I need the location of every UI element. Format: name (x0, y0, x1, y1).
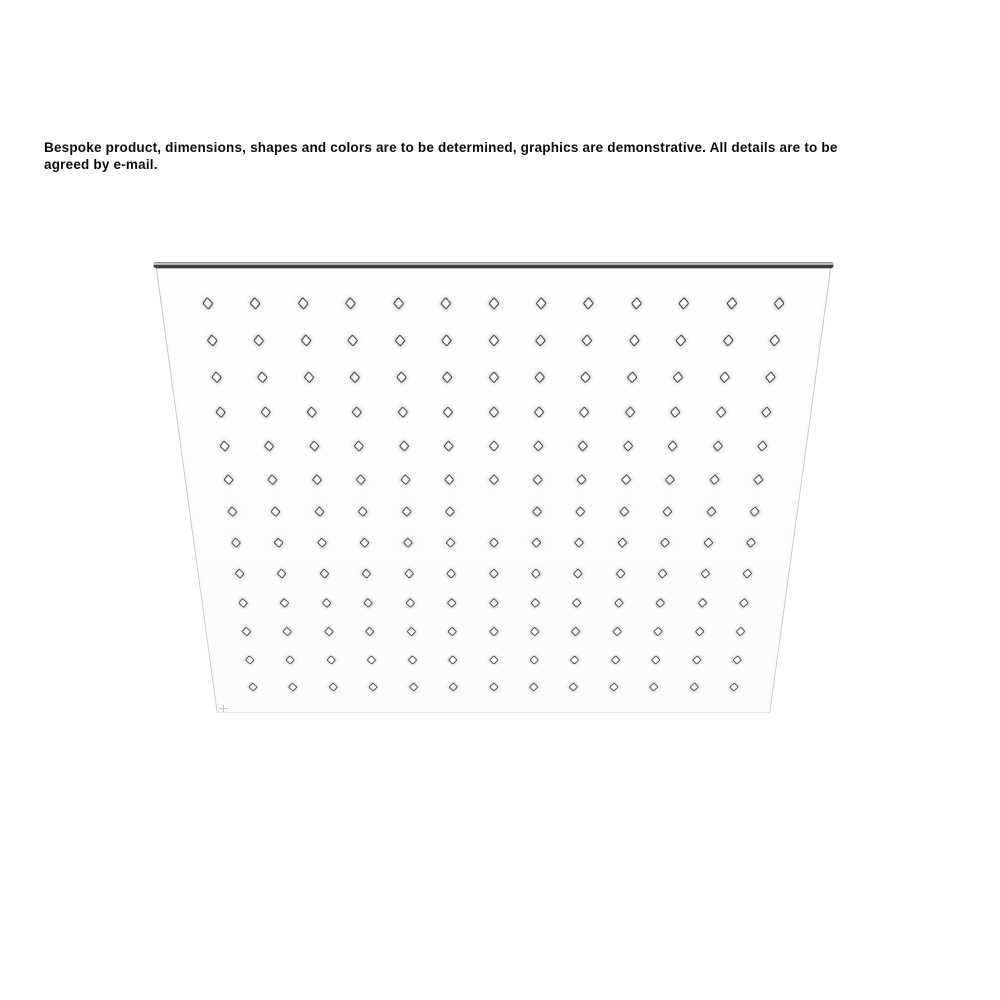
nozzle (365, 627, 374, 636)
nozzle (395, 335, 405, 347)
nozzle (570, 655, 579, 664)
nozzle (723, 335, 733, 347)
nozzle (441, 335, 451, 347)
nozzle (754, 474, 764, 484)
nozzle (621, 474, 631, 484)
nozzle (364, 598, 373, 607)
nozzle (736, 627, 745, 636)
nozzle (446, 538, 455, 548)
nozzle (703, 538, 712, 548)
nozzle (746, 538, 755, 548)
nozzle (447, 598, 456, 607)
nozzle (369, 682, 378, 691)
disclaimer-line-1: Bespoke product, dimensions, shapes and colors are to be determined, graphics are demonstrative. All details are to be (44, 140, 838, 155)
nozzle (574, 568, 583, 578)
nozzle (730, 682, 739, 691)
nozzle (530, 627, 539, 636)
nozzle (575, 538, 584, 548)
nozzle (700, 568, 709, 578)
nozzle (409, 682, 418, 691)
nozzle (719, 371, 729, 382)
nozzle (280, 598, 289, 607)
nozzle (571, 627, 580, 636)
nozzle (695, 627, 704, 636)
nozzle (623, 441, 633, 452)
nozzle (665, 474, 675, 484)
nozzle (533, 441, 543, 452)
nozzle (398, 406, 408, 417)
nozzle (616, 568, 625, 578)
nozzle (400, 474, 410, 484)
nozzle (274, 538, 283, 548)
nozzle (448, 627, 457, 636)
nozzle (572, 598, 581, 607)
nozzle (765, 371, 775, 382)
nozzle (358, 506, 368, 516)
nozzle (489, 655, 498, 664)
nozzle (533, 474, 543, 484)
nozzle (304, 371, 314, 382)
nozzle (531, 598, 540, 607)
nozzle (609, 682, 618, 691)
nozzle (534, 406, 544, 417)
nozzle (690, 682, 699, 691)
nozzle (660, 538, 669, 548)
nozzle (489, 538, 498, 548)
nozzle (286, 655, 295, 664)
nozzle (447, 568, 456, 578)
nozzle (367, 655, 376, 664)
nozzle (362, 568, 371, 578)
nozzle (488, 335, 498, 347)
nozzle (393, 297, 403, 309)
nozzle (716, 406, 726, 417)
nozzle (235, 568, 244, 578)
nozzle (448, 655, 457, 664)
disclaimer-line-2: agreed by e-mail. (44, 157, 158, 172)
nozzle (581, 371, 591, 382)
nozzle (761, 406, 771, 417)
nozzle (254, 335, 264, 347)
nozzle (360, 538, 369, 548)
nozzle (676, 335, 686, 347)
nozzle (663, 506, 673, 516)
nozzle (733, 655, 742, 664)
nozzle (713, 441, 723, 452)
nozzle (449, 682, 458, 691)
nozzle (488, 297, 498, 309)
nozzle (709, 474, 719, 484)
nozzle (307, 406, 317, 417)
nozzle (611, 655, 620, 664)
nozzle (631, 297, 641, 309)
nozzle (317, 538, 326, 548)
nozzle (320, 568, 329, 578)
nozzle (627, 371, 637, 382)
nozzle (625, 406, 635, 417)
corner-mark (219, 705, 228, 712)
nozzle (268, 474, 278, 484)
nozzle (529, 682, 538, 691)
nozzle (698, 598, 707, 607)
nozzle (489, 682, 498, 691)
nozzle (350, 371, 360, 382)
nozzle (489, 598, 498, 607)
nozzle (670, 406, 680, 417)
nozzle (743, 568, 752, 578)
nozzle (283, 627, 292, 636)
nozzle (301, 335, 311, 347)
shower-head-plate (155, 262, 832, 713)
nozzle (216, 406, 226, 417)
nozzle (613, 627, 622, 636)
nozzle (277, 568, 286, 578)
nozzle (535, 371, 545, 382)
nozzle (329, 682, 338, 691)
nozzle (757, 441, 767, 452)
nozzle (242, 627, 251, 636)
nozzle (489, 627, 498, 636)
disclaimer-text (44, 139, 944, 173)
nozzle (532, 506, 542, 516)
nozzle (739, 598, 748, 607)
nozzle (289, 682, 298, 691)
nozzle (207, 335, 217, 347)
nozzle (408, 655, 417, 664)
nozzle (668, 441, 678, 452)
nozzle (618, 538, 627, 548)
nozzle (442, 371, 452, 382)
nozzle (489, 441, 499, 452)
nozzle (249, 682, 258, 691)
nozzle (354, 441, 364, 452)
nozzle (399, 441, 409, 452)
nozzle (407, 627, 416, 636)
nozzle (770, 335, 780, 347)
nozzle (658, 568, 667, 578)
nozzle (322, 598, 331, 607)
nozzle (532, 538, 541, 548)
nozzle (652, 655, 661, 664)
nozzle (726, 297, 736, 309)
shower-head-rim (153, 262, 834, 268)
nozzle (489, 474, 499, 484)
nozzle (577, 474, 587, 484)
nozzle (531, 568, 540, 578)
nozzle (579, 406, 589, 417)
nozzle (489, 568, 498, 578)
nozzle (231, 538, 240, 548)
nozzle (582, 335, 592, 347)
nozzle (298, 297, 308, 309)
nozzle (488, 371, 498, 382)
nozzle (774, 297, 784, 309)
nozzle (569, 682, 578, 691)
nozzle (261, 406, 271, 417)
nozzle (220, 441, 230, 452)
nozzle (228, 506, 238, 516)
nozzle (584, 297, 594, 309)
nozzle (245, 655, 254, 664)
nozzle (404, 568, 413, 578)
nozzle (324, 627, 333, 636)
nozzle (692, 655, 701, 664)
nozzle (679, 297, 689, 309)
nozzle (224, 474, 234, 484)
nozzle (402, 506, 412, 516)
nozzle (265, 441, 275, 452)
nozzle (312, 474, 322, 484)
nozzle (489, 406, 499, 417)
nozzle (405, 598, 414, 607)
nozzle (403, 538, 412, 548)
nozzle (356, 474, 366, 484)
nozzle (706, 506, 716, 516)
nozzle (530, 655, 539, 664)
nozzle (656, 598, 665, 607)
nozzle (444, 441, 454, 452)
nozzle (443, 406, 453, 417)
nozzle (445, 506, 455, 516)
nozzle (444, 474, 454, 484)
nozzle (211, 371, 221, 382)
nozzle (441, 297, 451, 309)
nozzle (629, 335, 639, 347)
nozzle (536, 297, 546, 309)
nozzle (649, 682, 658, 691)
nozzle (750, 506, 760, 516)
nozzle (258, 371, 268, 382)
nozzle (576, 506, 586, 516)
nozzle (654, 627, 663, 636)
nozzle (614, 598, 623, 607)
nozzle (345, 297, 355, 309)
nozzle (673, 371, 683, 382)
nozzle (203, 297, 213, 309)
nozzle (271, 506, 281, 516)
nozzle (535, 335, 545, 347)
nozzle (578, 441, 588, 452)
nozzle (396, 371, 406, 382)
nozzle (619, 506, 629, 516)
nozzle (352, 406, 362, 417)
nozzle (327, 655, 336, 664)
nozzle (348, 335, 358, 347)
nozzle (309, 441, 319, 452)
nozzle (315, 506, 325, 516)
nozzle (250, 297, 260, 309)
nozzle (238, 598, 247, 607)
